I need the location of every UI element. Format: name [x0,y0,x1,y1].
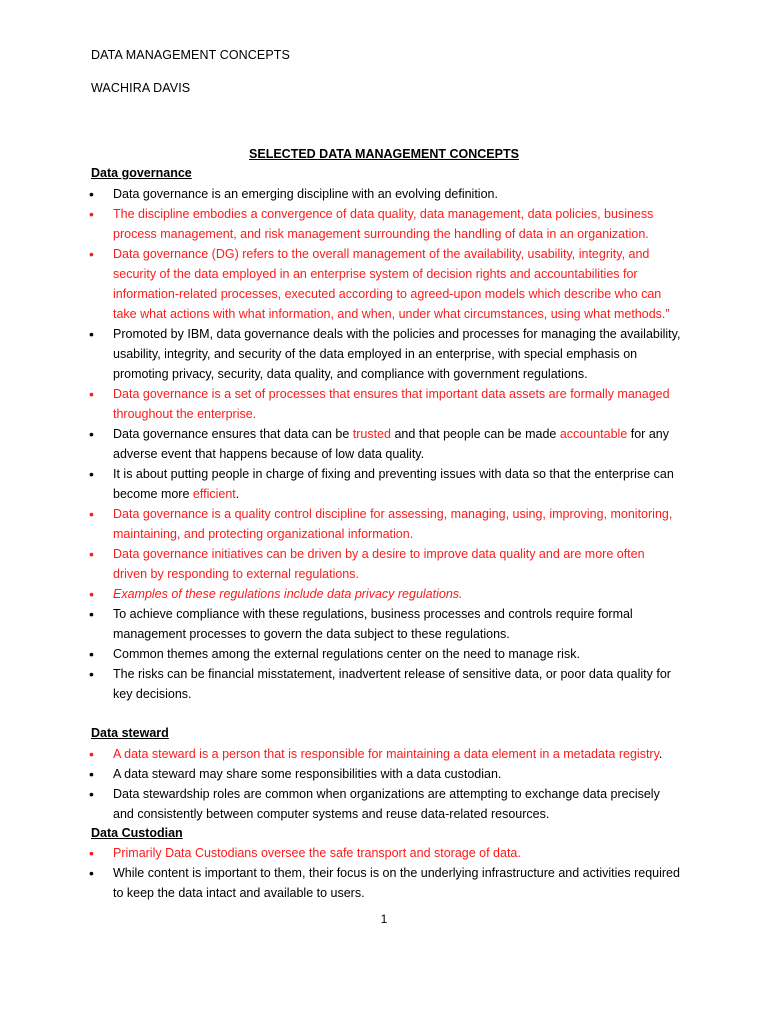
list-item [0,244,681,324]
list-item [0,664,681,704]
list-item-text: Promoted by IBM, data governance deals with the policies and processes for managing the availability, usability, integrity, and security of the data employed in an enterprise, with special emphasis on promoting privacy, security, data quality, and compliance with government regulations. [113,327,681,381]
custodian-list [0,843,681,903]
bullet-icon: • [89,426,94,442]
document-title: DATA MANAGEMENT CONCEPTS [91,48,290,62]
highlight-trusted: trusted [352,427,391,441]
list-item [0,764,681,784]
list-item-text: A data steward may share some responsibilities with a data custodian. [113,767,502,781]
list-item [0,644,681,664]
list-item [0,384,681,424]
bullet-icon: • [89,786,94,802]
list-item [0,184,681,204]
bullet-icon: • [89,746,94,762]
list-item-text: The risks can be financial misstatement, inadvertent release of sensitive data, or poor data quality for key decisions. [113,667,671,701]
bullet-icon: • [89,246,94,262]
list-item [0,744,681,764]
list-item [0,604,681,644]
list-item-text [113,464,681,504]
list-item-text: Examples of these regulations include data privacy regulations. [113,587,463,601]
text-segment: Data governance ensures that data can be [113,427,353,441]
text-segment: and that people can be made [390,427,560,441]
bullet-icon: • [89,606,94,622]
list-item-text: Data governance (DG) refers to the overall management of the availability, usability, integrity, and security of the data employed in an enterprise system of decision rights and accountabilities for information-related processes, executed according to agreed-upon models which describe who can take what actions with what information, and when, under what circumstances, using what methods.” [113,247,670,321]
list-item [0,784,681,824]
governance-list [0,184,681,704]
text-segment: for any adverse event that happens because of low data quality. [113,427,669,461]
list-item-text: Data governance initiatives can be driven by a desire to improve data quality and are more often driven by responding to external regulations. [113,547,645,581]
text-segment: It is about putting people in charge of fixing and preventing issues with data so that the enterprise can become more [113,467,674,501]
section-heading-custodian: Data Custodian [91,826,183,840]
section-heading-steward: Data steward [91,726,169,740]
bullet-icon: • [89,386,94,402]
list-item [0,584,681,604]
list-item [0,863,681,903]
list-item [0,324,681,384]
list-item-text: Data governance is an emerging discipline with an evolving definition. [113,187,498,201]
list-item-text: Data governance is a set of processes that ensures that important data assets are formally managed throughout the enterprise. [113,387,670,421]
list-item [0,843,681,863]
list-item-text: To achieve compliance with these regulations, business processes and controls require formal management processes to govern the data subject to these regulations. [113,607,633,641]
list-item [0,504,681,544]
list-item-text: While content is important to them, their focus is on the underlying infrastructure and activities required to keep the data intact and available to users. [113,866,680,900]
bullet-icon: • [89,845,94,861]
bullet-icon: • [89,666,94,682]
bullet-icon: • [89,326,94,342]
bullet-icon: • [89,186,94,202]
list-item-text: The discipline embodies a convergence of data quality, data management, data policies, business process management, and risk management surrounding the handling of data in an organization. [113,207,654,241]
steward-list [0,744,681,824]
bullet-icon: • [89,506,94,522]
highlight-accountable: accountable [559,427,628,441]
bullet-icon: • [89,206,94,222]
list-item-text: Common themes among the external regulations center on the need to manage risk. [113,647,580,661]
text-segment: . [235,487,240,501]
section-heading-governance: Data governance [91,166,192,180]
list-item-text: Data stewardship roles are common when organizations are attempting to exchange data precisely and consistently between computer systems and reuse data-related resources. [113,787,660,821]
bullet-icon: • [89,586,94,602]
list-item-text: Primarily Data Custodians oversee the safe transport and storage of data. [113,846,521,860]
text-segment: A data steward is a person that is responsible for maintaining a data element in a metadata registry [113,747,659,761]
list-item [0,544,681,584]
list-item [0,424,681,464]
list-item-text [113,424,681,464]
highlight-efficient: efficient [192,487,236,501]
bullet-icon: • [89,646,94,662]
bullet-icon: • [89,865,94,881]
bullet-icon: • [89,766,94,782]
bullet-icon: • [89,466,94,482]
author-name: WACHIRA DAVIS [91,81,191,95]
page-number: 1 [380,912,388,926]
list-item-text [113,744,681,764]
bullet-icon: • [89,546,94,562]
list-item-text: Data governance is a quality control discipline for assessing, managing, using, improving, monitoring, maintaining, and protecting organizational information. [113,507,673,541]
page-title: SELECTED DATA MANAGEMENT CONCEPTS [249,147,519,161]
list-item [0,204,681,244]
text-segment: . [658,747,663,761]
list-item [0,464,681,504]
